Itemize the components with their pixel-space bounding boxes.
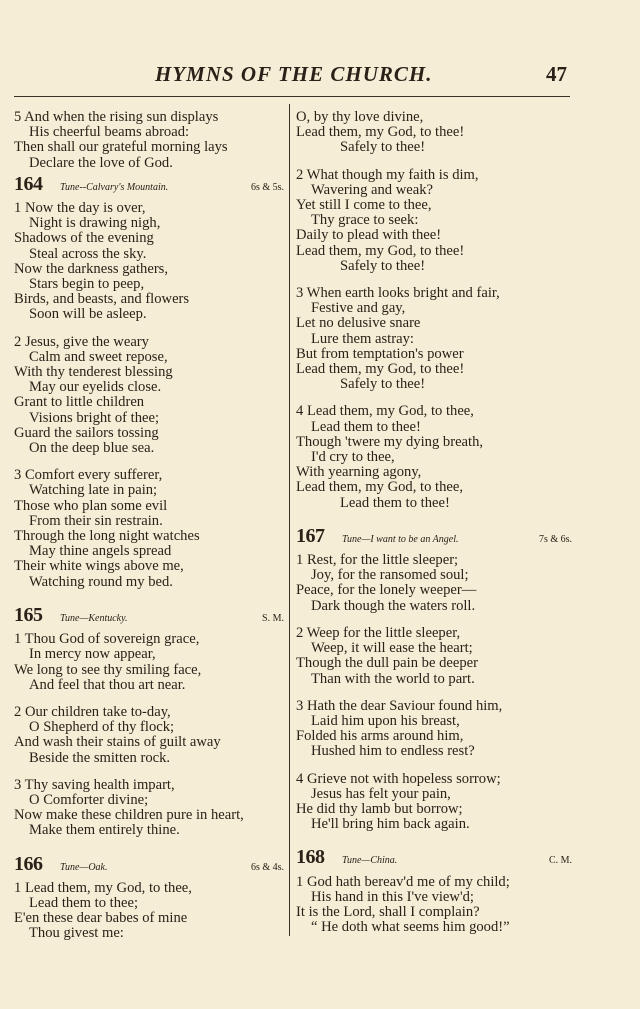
verse-line: O Shepherd of thy flock; xyxy=(29,719,175,736)
hymn-167 xyxy=(296,553,572,832)
stanza xyxy=(296,404,572,510)
stanza xyxy=(296,875,572,936)
verse-line: He'll bring him back again. xyxy=(311,816,470,833)
stanza-gap xyxy=(296,156,572,168)
verse-line: Calm and sweet repose, xyxy=(29,348,168,365)
hymn-166 xyxy=(14,881,284,942)
hymn-heading xyxy=(14,172,284,195)
hymn-number: 166 xyxy=(14,852,43,875)
verse-line: 4 Lead them, my God, to thee, xyxy=(296,403,474,420)
running-title: HYMNS OF THE CHURCH. xyxy=(155,62,433,86)
page-number: 47 xyxy=(546,62,567,86)
verse-line: Watching round my bed. xyxy=(29,573,173,590)
verse-line: Steal across the sky. xyxy=(29,245,147,262)
verse-line: Hushed him to endless rest? xyxy=(311,743,475,760)
verse-line: Then shall our grateful morning lays xyxy=(14,139,228,156)
stanza-gap xyxy=(14,323,284,335)
verse-line: We long to see thy smiling face, xyxy=(14,661,202,678)
hymn-gap xyxy=(14,839,284,851)
verse-line: 1 Rest, for the little sleeper; xyxy=(296,552,459,569)
verse-line: May thine angels spread xyxy=(29,543,172,560)
hymn-gap xyxy=(296,832,572,844)
stanza xyxy=(296,699,572,760)
verse-line: Stars begin to peep, xyxy=(29,276,145,293)
verse-line: Dark though the waters roll. xyxy=(311,597,476,614)
verse-line: 2 Jesus, give the weary xyxy=(14,333,149,350)
column-divider xyxy=(289,104,290,936)
stanza xyxy=(296,168,572,274)
verse-line: Let no delusive snare xyxy=(296,315,421,332)
verse-line: Safely to thee! xyxy=(340,257,426,274)
continued-stanza xyxy=(14,110,284,171)
verse-line: Laid him upon his breast, xyxy=(311,712,460,729)
hymn-gap xyxy=(296,935,572,947)
verse-line: 5 And when the rising sun displays xyxy=(14,109,219,125)
verse-line: Joy, for the ransomed soul; xyxy=(311,567,469,584)
verse-line: Lead them, my God, to thee! xyxy=(296,124,465,141)
verse-line: 3 Comfort every sufferer, xyxy=(14,467,163,484)
verse-line: Beside the smitten rock. xyxy=(29,749,171,766)
tune-name: Tune--Calvary's Mountain. xyxy=(60,181,169,193)
verse-line: Safely to thee! xyxy=(340,139,426,156)
hymn-gap xyxy=(14,590,284,602)
meter-label: 6s & 5s. xyxy=(250,181,284,193)
verse-line: Yet still I come to thee, xyxy=(296,197,432,214)
verse-line: Jesus has felt your pain, xyxy=(311,785,451,802)
hymn-heading xyxy=(296,524,572,547)
verse-line: Thy grace to seek: xyxy=(311,212,419,229)
meter-label: 6s & 4s. xyxy=(250,861,284,873)
verse-line: Lead them, my God, to thee! xyxy=(296,361,465,378)
left-column xyxy=(14,110,284,954)
verse-line: Declare the love of God. xyxy=(29,154,173,171)
verse-line: And wash their stains of guilt away xyxy=(14,734,221,751)
verse-line: Through the long night watches xyxy=(14,528,200,545)
verse-line: Safely to thee! xyxy=(340,376,426,393)
hymn-168 xyxy=(296,875,572,936)
verse-line: Their white wings above me, xyxy=(14,558,184,575)
stanza xyxy=(14,705,284,766)
verse-line: 2 Weep for the little sleeper, xyxy=(296,624,461,641)
verse-line: Lead them to thee; xyxy=(29,894,139,911)
hymn-number: 168 xyxy=(296,846,325,869)
verse-line: Than with the world to part. xyxy=(311,670,475,687)
verse-line: Though the dull pain be deeper xyxy=(296,655,478,672)
stanza xyxy=(296,772,572,833)
verse-line: Lead them to thee! xyxy=(311,418,421,435)
verse-line: His hand in this I've view'd; xyxy=(311,888,474,905)
page-header xyxy=(0,62,640,92)
verse-line: E'en these dear babes of mine xyxy=(14,910,188,927)
meter-label: C. M. xyxy=(548,855,572,867)
verse-line: May our eyelids close. xyxy=(29,379,162,396)
hymn-heading xyxy=(14,852,284,875)
stanza-gap xyxy=(296,687,572,699)
stanza xyxy=(296,110,572,156)
tune-name: Tune—Oak. xyxy=(60,861,108,873)
verse-line: “ He doth what seems him good!” xyxy=(311,919,510,936)
verse-line: With yearning agony, xyxy=(296,464,422,481)
verse-line: Shadows of the evening xyxy=(14,230,154,247)
verse-line: Festive and gay, xyxy=(311,300,406,317)
hymn-number: 164 xyxy=(14,172,43,195)
verse-line: Visions bright of thee; xyxy=(29,409,160,426)
stanza xyxy=(296,286,572,392)
verse-line: But from temptation's power xyxy=(296,345,464,362)
verse-line: Guard the sailors tossing xyxy=(14,424,159,441)
verse-line: 1 Now the day is over, xyxy=(14,200,146,217)
verse-line: He did thy lamb but borrow; xyxy=(296,800,463,817)
hymn-164 xyxy=(14,201,284,590)
stanza-gap xyxy=(296,760,572,772)
verse-line: 3 Hath the dear Saviour found him, xyxy=(296,697,503,714)
verse-line: Lead them, my God, to thee, xyxy=(296,479,463,496)
verse-line: And feel that thou art near. xyxy=(29,676,186,693)
verse-line: Weep, it will ease the heart; xyxy=(311,640,473,657)
tune-name: Tune—I want to be an Angel. xyxy=(342,533,459,545)
hymn-number: 165 xyxy=(14,603,43,626)
verse-line: Now the darkness gathers, xyxy=(14,260,169,277)
stanza xyxy=(14,335,284,457)
verse-line: Peace, for the lonely weeper— xyxy=(296,582,477,599)
tune-name: Tune—China. xyxy=(342,855,398,867)
stanza xyxy=(14,632,284,693)
verse-line: Make them entirely thine. xyxy=(29,822,180,839)
verse-line: Watching late in pain; xyxy=(29,482,158,499)
verse-line: 1 God hath bereav'd me of my child; xyxy=(296,873,510,890)
hymn-heading xyxy=(296,846,572,869)
verse-line: O Comforter divine; xyxy=(29,791,149,808)
verse-line: 1 Lead them, my God, to thee, xyxy=(14,879,192,896)
verse-line: 2 Our children take to-day, xyxy=(14,703,171,720)
verse-line: O, by thy love divine, xyxy=(296,109,424,125)
verse-line: 3 Thy saving health impart, xyxy=(14,776,175,793)
verse-line: Thou givest me: xyxy=(29,925,124,942)
verse-line: 4 Grieve not with hopeless sorrow; xyxy=(296,770,501,787)
verse-line: Lead them to thee! xyxy=(340,494,450,511)
hymn-gap xyxy=(14,942,284,954)
stanza xyxy=(296,553,572,614)
hymn-165 xyxy=(14,632,284,838)
verse-line: Grant to little children xyxy=(14,394,145,411)
stanza xyxy=(14,468,284,590)
verse-line: It is the Lord, shall I complain? xyxy=(296,903,480,920)
verse-line: 3 When earth looks bright and fair, xyxy=(296,285,500,302)
stanza xyxy=(14,778,284,839)
verse-line: Lead them, my God, to thee! xyxy=(296,242,465,259)
verse-line: I'd cry to thee, xyxy=(311,449,395,466)
verse-line: Night is drawing nigh, xyxy=(29,215,161,232)
hymn-number: 167 xyxy=(296,524,325,547)
verse-line: With thy tenderest blessing xyxy=(14,364,173,381)
verse-line: 1 Thou God of sovereign grace, xyxy=(14,631,200,648)
verse-line: On the deep blue sea. xyxy=(29,440,155,457)
verse-line: Soon will be asleep. xyxy=(29,306,147,323)
meter-label: S. M. xyxy=(262,612,284,624)
stanza-gap xyxy=(14,766,284,778)
verse-line: In mercy now appear, xyxy=(29,646,156,663)
stanza xyxy=(14,201,284,323)
verse-line: Birds, and beasts, and flowers xyxy=(14,291,190,308)
meter-label: 7s & 6s. xyxy=(538,533,572,545)
header-rule xyxy=(14,96,570,97)
verse-line: 2 What though my faith is dim, xyxy=(296,166,479,183)
verse-line: Now make these children pure in heart, xyxy=(14,807,244,824)
verse-line: Lure them astray: xyxy=(311,330,414,347)
verse-line: Folded his arms around him, xyxy=(296,728,464,745)
hymn-heading xyxy=(14,603,284,626)
verse-line: From their sin restrain. xyxy=(29,512,163,529)
stanza xyxy=(296,626,572,687)
hymn-gap xyxy=(296,511,572,523)
verse-line: Those who plan some evil xyxy=(14,497,168,514)
tune-name: Tune—Kentucky. xyxy=(60,612,128,624)
right-column xyxy=(296,110,572,947)
verse-line: His cheerful beams abroad: xyxy=(29,124,190,141)
verse-line: Wavering and weak? xyxy=(311,181,434,198)
stanza xyxy=(14,881,284,942)
verse-line: Daily to plead with thee! xyxy=(296,227,442,244)
verse-line: Though 'twere my dying breath, xyxy=(296,433,484,450)
